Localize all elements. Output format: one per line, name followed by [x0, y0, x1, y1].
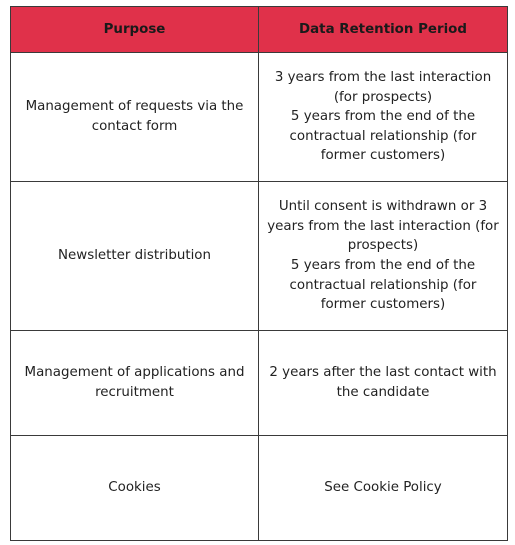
retention-line: 3 years from the last interaction (for prospects) — [274, 70, 492, 105]
retention-line: See Cookie Policy — [324, 480, 442, 496]
purpose-cell: Cookies — [11, 436, 259, 541]
table-body — [11, 53, 508, 541]
purpose-cell: Management of applications and recruitment — [11, 331, 259, 436]
retention-line: Until consent is withdrawn or 3 years from the last interaction (for prospects) — [267, 199, 499, 254]
table-row — [11, 53, 508, 182]
retention-cell — [259, 182, 508, 331]
purpose-cell: Newsletter distribution — [11, 182, 259, 331]
table-row — [11, 436, 508, 541]
retention-line: 5 years from the end of the contractual relationship (for former customers) — [289, 109, 477, 164]
retention-cell — [259, 331, 508, 436]
retention-cell — [259, 53, 508, 182]
table-row — [11, 331, 508, 436]
table-row — [11, 182, 508, 331]
header-row — [11, 7, 508, 53]
header-purpose: Purpose — [11, 7, 259, 53]
retention-cell — [259, 436, 508, 541]
header-retention-period: Data Retention Period — [259, 7, 508, 53]
data-retention-table — [10, 6, 508, 541]
retention-line: 5 years from the end of the contractual relationship (for former customers) — [289, 258, 477, 313]
retention-line: 2 years after the last contact with the candidate — [269, 365, 497, 400]
retention-table-container — [10, 6, 507, 541]
purpose-cell: Management of requests via the contact form — [11, 53, 259, 182]
table-header — [11, 7, 508, 53]
